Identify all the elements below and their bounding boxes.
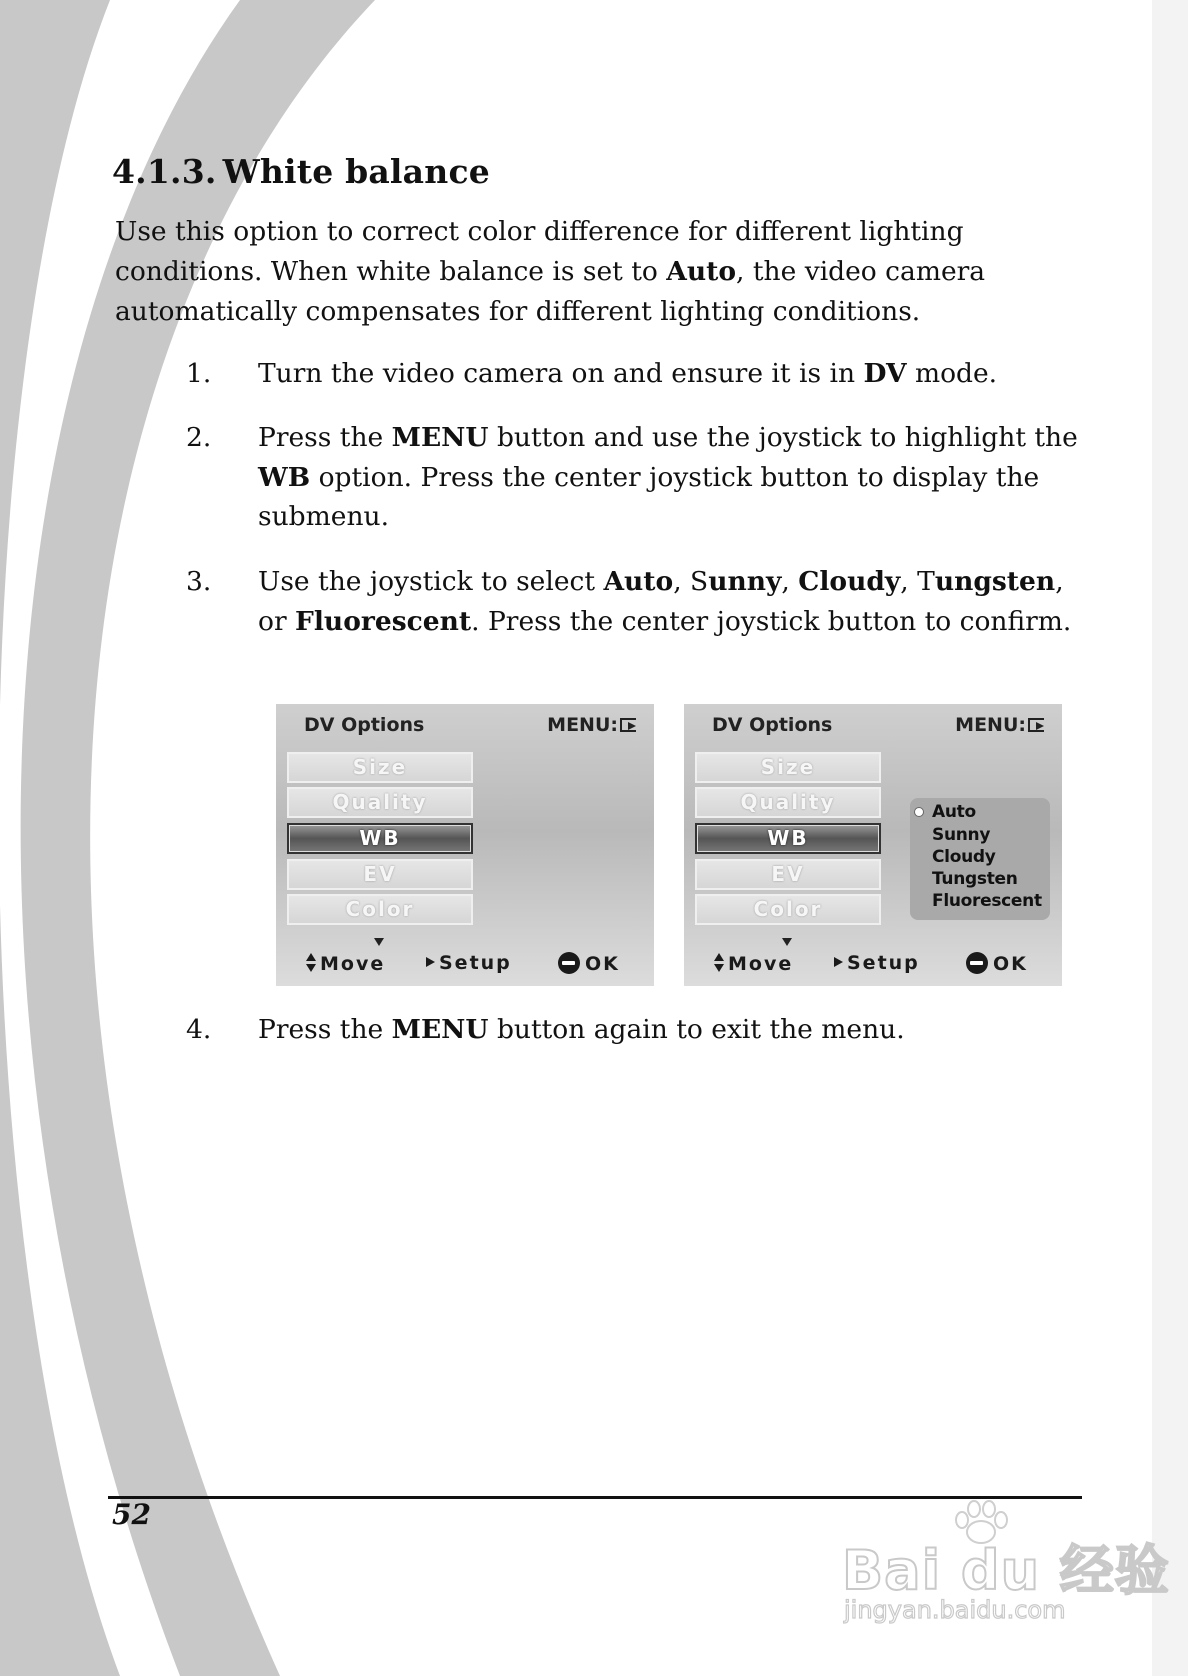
step-bold-term: MENU <box>391 1014 489 1045</box>
right-arrow-icon <box>834 957 843 967</box>
step-bold-term: Cloudy <box>798 566 901 597</box>
footer-move <box>306 952 385 975</box>
footer-ok <box>966 952 1028 975</box>
step-text <box>258 418 1088 537</box>
step-text-segment: , S <box>673 566 709 597</box>
menu-option-color[interactable]: Color <box>695 894 881 925</box>
footer-move-label: Move <box>320 953 386 975</box>
menu-option-size[interactable]: Size <box>287 752 473 783</box>
step-text-segment: Turn the video camera on and ensure it is in <box>258 358 864 389</box>
exit-icon <box>620 718 636 732</box>
watermark-brand: Bai du 经验 <box>842 1539 1170 1602</box>
step-bold-term: MENU <box>391 422 489 453</box>
menu-option-ev[interactable]: EV <box>695 859 881 890</box>
screen-footer <box>684 952 1062 982</box>
section-number: 4.1.3. <box>112 152 217 191</box>
camera-menu-screen-2 <box>684 704 1062 986</box>
scroll-down-icon <box>782 938 792 946</box>
footer-ok <box>558 952 620 975</box>
step-bold-term: Auto <box>603 566 674 597</box>
intro-text: Use this option to correct color difference for different lighting conditions. When white balance is set to <box>115 216 964 287</box>
footer-move-label: Move <box>728 953 794 975</box>
intro-bold-auto: Auto <box>666 256 737 287</box>
joystick-center-icon <box>966 952 988 974</box>
step-number: 1. <box>186 358 212 389</box>
intro-text-end: , the video camera automatically compensates for different lighting conditions. <box>115 256 986 327</box>
page-number: 52 <box>112 1498 151 1531</box>
menu-exit-hint <box>547 714 636 736</box>
menu-exit-hint <box>955 714 1044 736</box>
submenu-item-cloudy[interactable]: Cloudy <box>932 847 996 867</box>
menu-option-color[interactable]: Color <box>287 894 473 925</box>
up-down-arrow-icon <box>714 952 724 974</box>
step-text-segment: option. Press the center joystick button to display the submenu. <box>258 461 1040 532</box>
menu-option-size[interactable]: Size <box>695 752 881 783</box>
screen-footer <box>276 952 654 982</box>
footer-setup <box>426 952 512 974</box>
step-text-segment: button again to exit the menu. <box>488 1014 905 1045</box>
step-text-segment: mode. <box>906 358 998 389</box>
step-text-segment: button and use the joystick to highlight the <box>488 422 1078 453</box>
footer-ok-label: OK <box>993 953 1028 975</box>
step-text-segment: , <box>781 566 799 597</box>
wb-submenu <box>910 798 1050 920</box>
menu-option-wb[interactable]: WB <box>287 823 473 854</box>
watermark-domain: jingyan.baidu.com <box>844 1596 1066 1624</box>
joystick-center-icon <box>558 952 580 974</box>
page-edge <box>1152 0 1188 1676</box>
up-down-arrow-icon <box>306 952 316 974</box>
scroll-down-icon <box>374 938 384 946</box>
menu-option-ev[interactable]: EV <box>287 859 473 890</box>
section-title: White balance <box>222 152 490 191</box>
camera-menu-screen-1 <box>276 704 654 986</box>
step-number: 2. <box>186 422 212 453</box>
step-text-segment: . Press the center joystick button to confirm. <box>471 605 1072 637</box>
step-text-segment: , or <box>258 566 1064 637</box>
menu-option-wb[interactable]: WB <box>695 823 881 854</box>
screen-title: DV Options <box>304 714 425 736</box>
exit-icon <box>1028 718 1044 732</box>
step-text-segment: , T <box>900 566 935 597</box>
step-text <box>258 562 1088 641</box>
menu-hint-label: MENU: <box>547 714 618 736</box>
step-bold-term: unny <box>708 566 782 597</box>
submenu-label: Auto <box>932 802 976 822</box>
step-bold-term: Fluorescent <box>295 605 472 637</box>
step-text-segment: Use the joystick to select <box>258 566 604 597</box>
footer-setup <box>834 952 920 974</box>
step-text-segment: Press the <box>258 1014 392 1045</box>
step-bold-term: WB <box>258 461 311 493</box>
footer-setup-label: Setup <box>847 952 920 974</box>
step-text <box>258 1010 1088 1050</box>
radio-selected-icon <box>914 807 924 817</box>
submenu-item-auto[interactable] <box>932 802 976 822</box>
baidu-watermark <box>842 1500 1170 1630</box>
right-arrow-icon <box>426 957 435 967</box>
step-text-segment: Press the <box>258 422 392 453</box>
step-number: 4. <box>186 1014 212 1045</box>
step-number: 3. <box>186 566 212 597</box>
step-text <box>258 354 1088 394</box>
menu-option-quality[interactable]: Quality <box>695 787 881 818</box>
footer-ok-label: OK <box>585 953 620 975</box>
step-bold-term: DV <box>863 358 907 389</box>
screen-title: DV Options <box>712 714 833 736</box>
menu-hint-label: MENU: <box>955 714 1026 736</box>
submenu-item-tungsten[interactable]: Tungsten <box>932 869 1018 889</box>
footer-rule <box>108 1496 1082 1499</box>
section-heading <box>112 152 490 191</box>
footer-setup-label: Setup <box>439 952 512 974</box>
submenu-item-sunny[interactable]: Sunny <box>932 825 991 845</box>
step-bold-term: ungsten <box>934 566 1056 597</box>
submenu-item-fluorescent[interactable]: Fluorescent <box>932 891 1042 911</box>
intro-paragraph <box>115 212 1045 332</box>
footer-move <box>714 952 793 975</box>
menu-option-quality[interactable]: Quality <box>287 787 473 818</box>
